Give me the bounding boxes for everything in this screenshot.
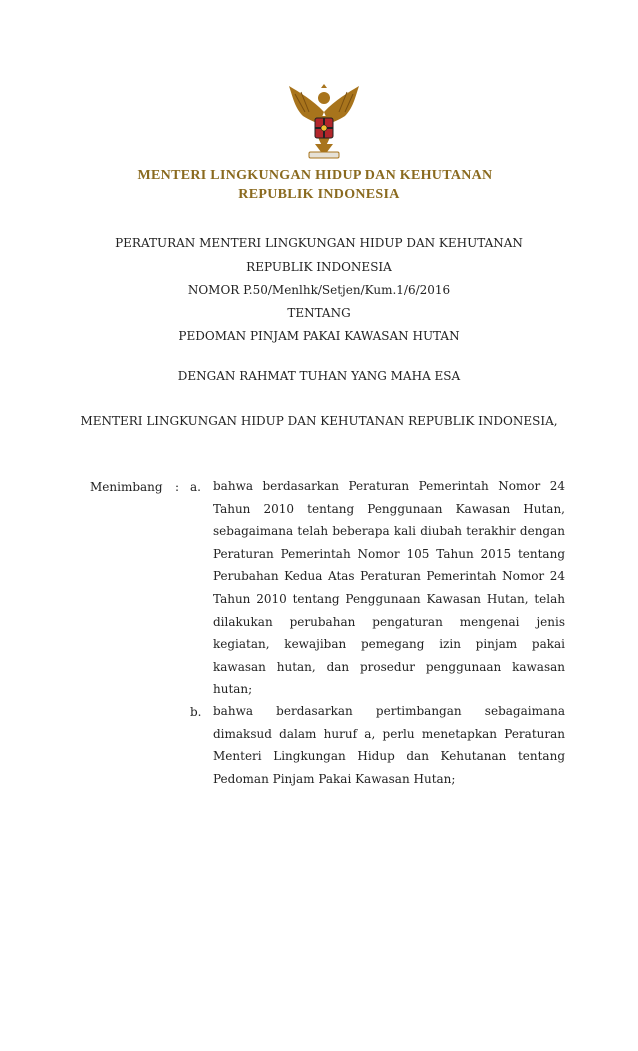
preamble-heading: DENGAN RAHMAT TUHAN YANG MAHA ESA [177,369,461,383]
regulation-number: NOMOR P.50/Menlhk/Setjen/Kum.1/6/2016 [187,283,451,297]
item-a-text: bahwa berdasarkan Peraturan Pemerintah Nomor 24 Tahun 2010 tentang Penggunaan Kawasan Hutan, sebagaimana telah beberapa kali diubah terakhir dengan Peraturan Pemerintah Nomor 105 Tahun 2015 tentang Perubahan Kedua Atas Peraturan Pemerintah Nomor 24 Tahun 2010 tentang Penggunaan Kawasan Hutan, telah dilakukan perubahan pengaturan mengenai jenis kegiatan, kewajiban pemegang izin pinjam pakai kawasan hutan, dan prosedur penggunaan kawasan hutan; [213,479,565,697]
ministry-name: MENTERI LINGKUNGAN HIDUP DAN KEHUTANAN [137,168,493,183]
regulation-country: REPUBLIK INDONESIA [246,260,392,274]
menimbang-label: Menimbang [90,480,163,494]
regulation-subject: PEDOMAN PINJAM PAKAI KAWASAN HUTAN [178,329,460,343]
menimbang-colon: : [175,480,180,494]
regulation-title: PERATURAN MENTERI LINGKUNGAN HIDUP DAN KEHUTANAN [115,236,523,250]
item-b-text: bahwa berdasarkan pertimbangan sebagaimana dimaksud dalam huruf a, perlu menetapkan Peraturan Menteri Lingkungan Hidup dan Kehutanan tentang Pedoman Pinjam Pakai Kawasan Hutan; [213,704,565,786]
ministry-country: REPUBLIK INDONESIA [238,187,400,202]
tentang-heading: TENTANG [287,306,351,320]
item-a-letter: a. [190,480,201,494]
garuda-emblem-icon [285,82,363,162]
minister-heading: MENTERI LINGKUNGAN HIDUP DAN KEHUTANAN REPUBLIK INDONESIA, [80,414,558,428]
item-b-letter: b. [190,705,202,719]
